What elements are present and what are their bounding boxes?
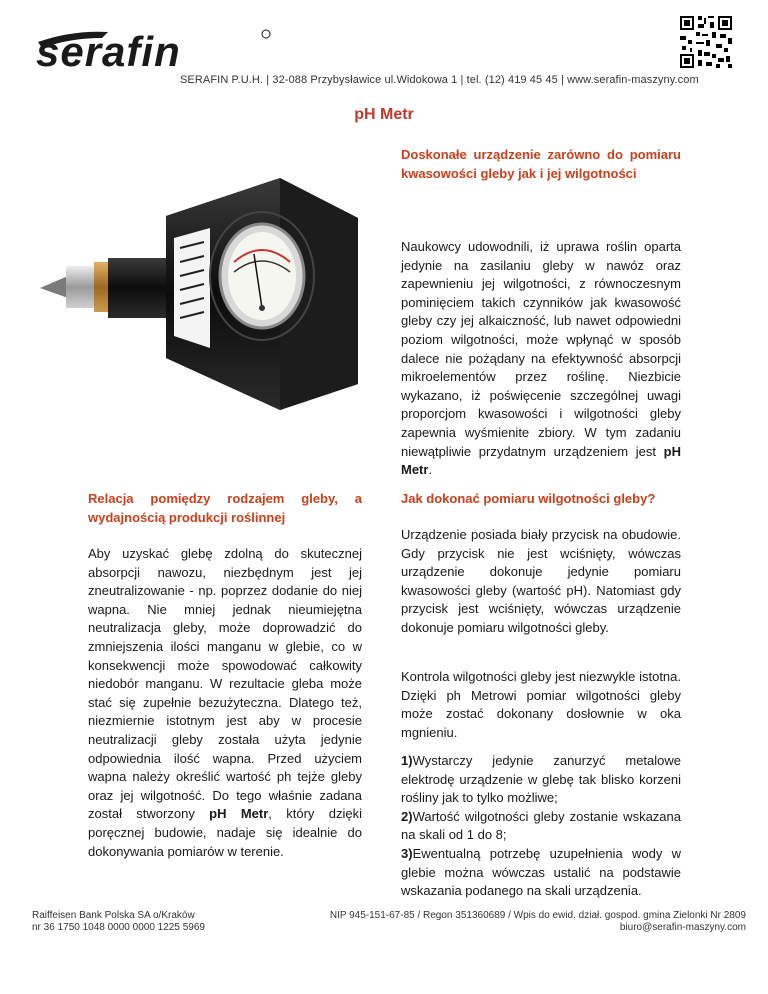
step-text: Wartość wilgotności gleby zostanie wskazana na skali od 1 do 8;: [401, 808, 681, 843]
svg-text:serafin: serafin: [36, 28, 181, 74]
intro-product-name: pH Metr: [401, 443, 681, 478]
step-item: [401, 752, 681, 808]
qr-code: [678, 14, 734, 70]
step-number: 1): [401, 753, 413, 768]
company-email: biuro@serafin-maszyny.com: [619, 922, 746, 933]
intro-heading: Doskonałe urządzenie zarówno do pomiaru kwasowości gleby jak i jej wilgotności: [401, 147, 681, 181]
footer-bank: [32, 910, 205, 934]
intro-text-end: .: [428, 462, 433, 478]
step-number: 2): [401, 808, 413, 824]
step-text: Wystarczy jedynie zanurzyć metalowe elektrodę urządzenie w glebę tak blisko korzeni rośliny jak to tylko możliwe;: [401, 753, 681, 806]
intro-paragraph: [401, 238, 681, 480]
measurement-heading: Jak dokonać pomiaru wilgotności gleby?: [401, 491, 656, 506]
company-registration: NIP 945-151-67-85 / Regon 351360689 / Wpis do ewid. dział. gospod. gmina Zielonki Nr 2809: [329, 910, 746, 921]
measurement-paragraph-2: Kontrola wilgotności gleby jest niezwykle istotna. Dzięki ph Metrowi pomiar wilgotności gleby może zostać dokonany dosłownie w oka mgnieniu.: [401, 669, 681, 740]
contact-line: SERAFIN P.U.H. | 32-088 Przybysławice ul.Widokowa 1 | tel. (12) 419 45 45 | www.serafin-maszyny.com: [180, 74, 699, 86]
step-item: [401, 845, 681, 901]
intro-text: Naukowcy udowodnili, iż uprawa roślin oparta jedynie na zasilaniu gleby w nawóz oraz zapewnieniu jej wilgotności, z równoczesnym pominięciem takich czynników jak kwasowość gleby czy jej alkaiczność, lub nawet odpowiedni poziom wilgotności, może wpłynąć w sposób dalece nie pożądany na efektywność absorpcji mikroelementów przez roślinę. Niezbicie wykazano, iż poświęcenie szczególnej uwagi proporcjom kwasowości i wilgotności gleby zapewnia wyśmienite zbiory. W tym zadaniu niewątpliwie przydatnym urządzeniem jest: [401, 239, 681, 459]
relation-text-end: , który dzięki poręcznej budowie, nadaje się idealnie do dokonywania pomiarów w terenie.: [88, 806, 363, 859]
footer-company: [330, 910, 746, 934]
bank-account: nr 36 1750 1048 0000 0000 1225 5969: [32, 922, 205, 933]
step-number: 3): [401, 845, 413, 861]
serafin-logo: [32, 20, 272, 74]
measurement-paragraph-1: Urządzenie posiada biały przycisk na obudowie. Gdy przycisk nie jest wciśnięty, wówczas urządzenie dokonuje jedynie pomiaru kwasowości gleby (wartość pH). Natomiast gdy przycisk jest wciśnięty, wówczas urządzenie dokonuje pomiaru wilgotności gleby.: [401, 527, 681, 635]
step-text: Ewentualną potrzebę uzupełnienia wody w glebie można wówczas ustalić na podstawie wskazania podanego na skali urządzenia.: [401, 845, 681, 899]
ph-meter-image: [40, 158, 358, 410]
step-item: [401, 808, 681, 845]
relation-paragraph: [88, 545, 362, 861]
page-title: pH Metr: [354, 106, 414, 123]
relation-text: Aby uzyskać glebę zdolną do skutecznej absorpcji nawozu, niezbędnym jest jej zneutralizowanie - np. poprzez dodanie do niej wapna. Nie mniej jednak nieumiejętna neutralizacja gleby, może doprowadzić do zmniejszenia ilości manganu w glebie, co w konsekwencji może spowodować całkowity niedobór manganu. W rezultacie gleba może stać się zupełnie bezużyteczna. Dlatego też, niezmiernie istotnym jest aby w procesie neutralizacji gleby została użyta jedynie odpowiednia ilość wapna. Przed użyciem wapna należy określić wartość ph tejże gleby oraz jej wilgotność. Do tego właśnie zadana został stworzony: [88, 546, 362, 822]
relation-product-name: pH Metr: [209, 806, 269, 822]
measurement-steps: [401, 752, 681, 901]
bank-name: Raiffeisen Bank Polska SA o/Kraków: [32, 910, 195, 921]
relation-heading: Relacja pomiędzy rodzajem gleby, a wydajnością produkcji roślinnej: [88, 491, 362, 525]
